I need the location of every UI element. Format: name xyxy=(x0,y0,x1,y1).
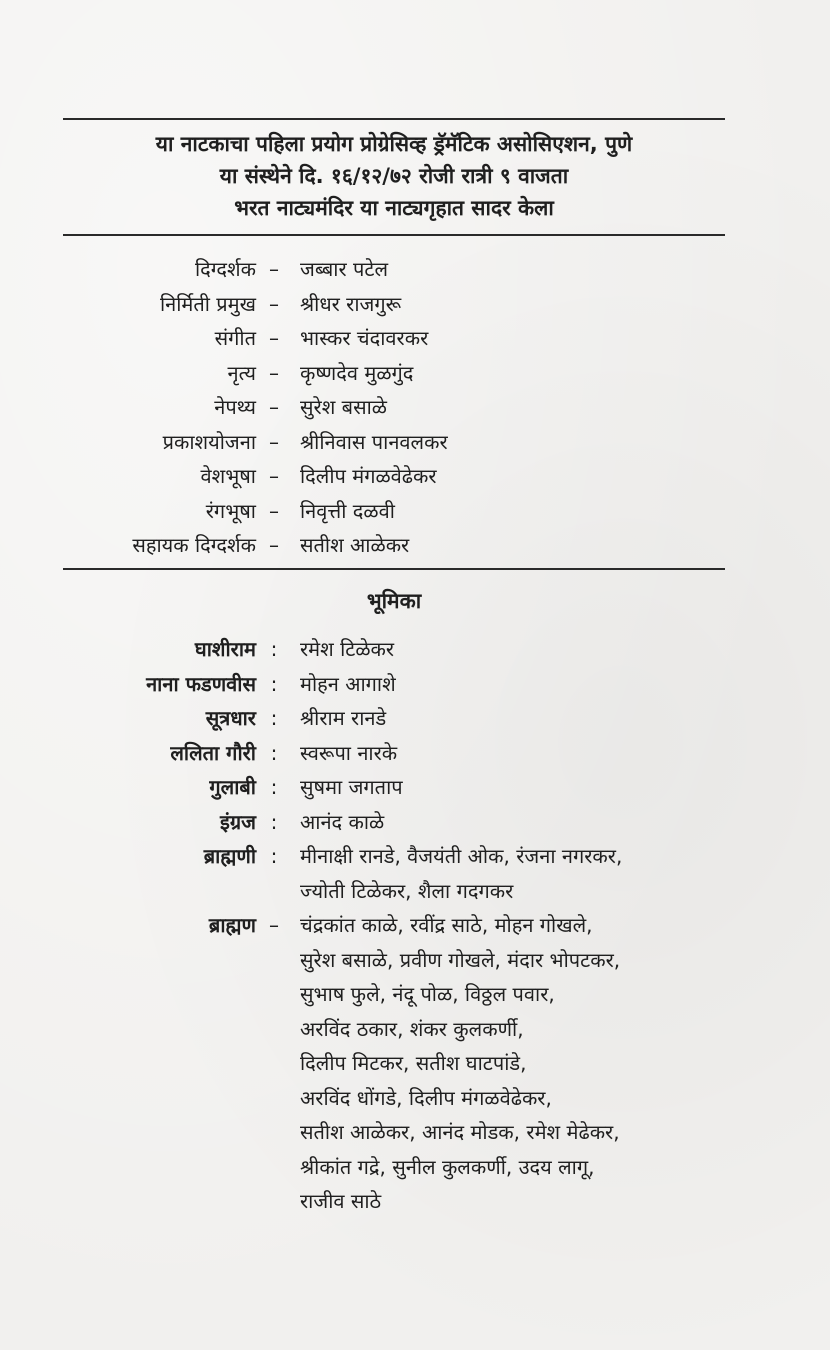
cast-actor-line: रमेश टिळेकर xyxy=(300,637,395,661)
crew-name: सतीश आळेकर xyxy=(300,533,410,557)
cast-separator: : xyxy=(270,809,278,834)
cast-actor-line: मीनाक्षी रानडे, वैजयंती ओक, रंजना नगरकर, xyxy=(300,844,623,868)
cast-actors xyxy=(300,908,740,1219)
cast-actor-line: सुभाष फुले, नंदू पोळ, विठ्ठल पवार, xyxy=(300,982,555,1006)
crew-name: सुरेश बसाळे xyxy=(300,395,387,419)
cast-actor-line: श्रीराम रानडे xyxy=(300,706,387,730)
cast-separator: : xyxy=(270,740,278,765)
crew-row xyxy=(0,494,830,529)
cast-actors xyxy=(300,805,740,840)
cast-role: गुलाबी xyxy=(209,775,256,799)
cast-actor-line: ज्योती टिळेकर, शैला गदगकर xyxy=(300,878,514,903)
cast-separator: : xyxy=(270,844,278,868)
cast-actors xyxy=(300,736,740,771)
crew-name: भास्कर चंदावरकर xyxy=(300,326,429,350)
crew-row xyxy=(0,252,830,287)
crew-separator: – xyxy=(269,464,279,488)
crew-role: दिग्दर्शक xyxy=(195,257,256,281)
cast-actor-line: चंद्रकांत काळे, रवींद्र साठे, मोहन गोखले, xyxy=(300,913,593,937)
cast-role: ब्राह्मण xyxy=(208,913,256,937)
cast-role: नाना फडणवीस xyxy=(146,671,256,696)
crew-row xyxy=(0,528,830,563)
crew-row xyxy=(0,356,830,391)
crew-role: नेपथ्य xyxy=(214,395,256,419)
crew-separator: – xyxy=(269,360,279,385)
cast-list xyxy=(0,632,830,1219)
crew-name: दिलीप मंगळवेढेकर xyxy=(300,464,437,488)
cast-row xyxy=(0,736,830,771)
cast-actor-line: अरविंद धोंगडे, दिलीप मंगळवेढेकर, xyxy=(300,1085,552,1110)
cast-actor-line: स्वरूपा नारके xyxy=(300,740,398,765)
cast-row xyxy=(0,839,830,908)
cast-actor-line: सुरेश बसाळे, प्रवीण गोखले, मंदार भोपटकर, xyxy=(300,947,621,972)
cast-separator: : xyxy=(270,637,278,661)
crew-separator: – xyxy=(269,498,279,523)
cast-role: ललिता गौरी xyxy=(170,740,256,765)
cast-row xyxy=(0,770,830,805)
cast-actor-line: सुषमा जगताप xyxy=(300,775,403,799)
crew-separator: – xyxy=(269,395,279,419)
crew-row xyxy=(0,287,830,322)
cast-separator: : xyxy=(270,706,278,730)
cast-actors xyxy=(300,770,740,805)
cast-actors xyxy=(300,667,740,702)
crew-separator: – xyxy=(269,429,279,454)
cast-actor-line: राजीव साठे xyxy=(300,1189,382,1213)
crew-row xyxy=(0,425,830,460)
premiere-note-line-2: या संस्थेने दि. १६/१२/७२ रोजी रात्री ९ वाजता xyxy=(219,164,569,188)
cast-row xyxy=(0,632,830,667)
cast-row xyxy=(0,667,830,702)
cast-role: घाशीराम xyxy=(194,637,256,661)
crew-name: कृष्णदेव मुळगुंद xyxy=(300,360,414,385)
crew-row xyxy=(0,459,830,494)
crew-name: जब्बार पटेल xyxy=(300,257,389,281)
crew-role: निर्मिती प्रमुख xyxy=(159,291,256,316)
crew-separator: – xyxy=(269,257,279,281)
crew-role: वेशभूषा xyxy=(200,464,256,488)
cast-actor-line: अरविंद ठकार, शंकर कुलकर्णी, xyxy=(300,1016,524,1041)
cast-actors xyxy=(300,701,740,736)
crew-row xyxy=(0,321,830,356)
premiere-note xyxy=(63,128,725,224)
crew-row xyxy=(0,390,830,425)
crew-name: श्रीनिवास पानवलकर xyxy=(300,429,448,454)
cast-row xyxy=(0,805,830,840)
cast-role: ब्राह्मणी xyxy=(203,844,256,868)
cast-separator: – xyxy=(269,913,279,937)
cast-separator: : xyxy=(270,775,278,799)
cast-actor-line: आनंद काळे xyxy=(300,809,385,834)
cast-actors xyxy=(300,839,740,908)
crew-separator: – xyxy=(269,291,279,316)
cast-heading: भूमिका xyxy=(366,589,422,613)
crew-role: नृत्य xyxy=(227,360,256,385)
crew-role: रंगभूषा xyxy=(205,498,256,523)
crew-role: संगीत xyxy=(214,326,256,350)
cast-actor-line: श्रीकांत गद्रे, सुनील कुलकर्णी, उदय लागू, xyxy=(300,1154,595,1179)
crew-role: सहायक दिग्दर्शक xyxy=(132,533,256,557)
cast-row xyxy=(0,908,830,1219)
crew-name: श्रीधर राजगुरू xyxy=(300,291,402,316)
cast-row xyxy=(0,701,830,736)
intro-bottom-rule xyxy=(63,234,725,236)
cast-actor-line: सतीश आळेकर, आनंद मोडक, रमेश मेढेकर, xyxy=(300,1120,620,1144)
crew-separator: – xyxy=(269,533,279,557)
crew-role: प्रकाशयोजना xyxy=(162,429,256,454)
cast-separator: : xyxy=(270,671,278,696)
crew-separator: – xyxy=(269,326,279,350)
cast-role: सूत्रधार xyxy=(205,706,256,730)
cast-actors xyxy=(300,632,740,667)
premiere-note-line-1: या नाटकाचा पहिला प्रयोग प्रोग्रेसिव्ह ड्रॅमॅटिक असोसिएशन, पुणे xyxy=(155,132,633,156)
cast-role: इंग्रज xyxy=(220,809,256,834)
crew-name: निवृत्ती दळवी xyxy=(300,498,395,523)
cast-actor-line: मोहन आगाशे xyxy=(300,671,396,696)
premiere-note-line-3: भरत नाट्यमंदिर या नाट्यगृहात सादर केला xyxy=(234,196,554,220)
cast-actor-line: दिलीप मिटकर, सतीश घाटपांडे, xyxy=(300,1051,527,1075)
top-rule xyxy=(63,118,725,120)
crew-bottom-rule xyxy=(63,568,725,570)
crew-list xyxy=(0,252,830,563)
